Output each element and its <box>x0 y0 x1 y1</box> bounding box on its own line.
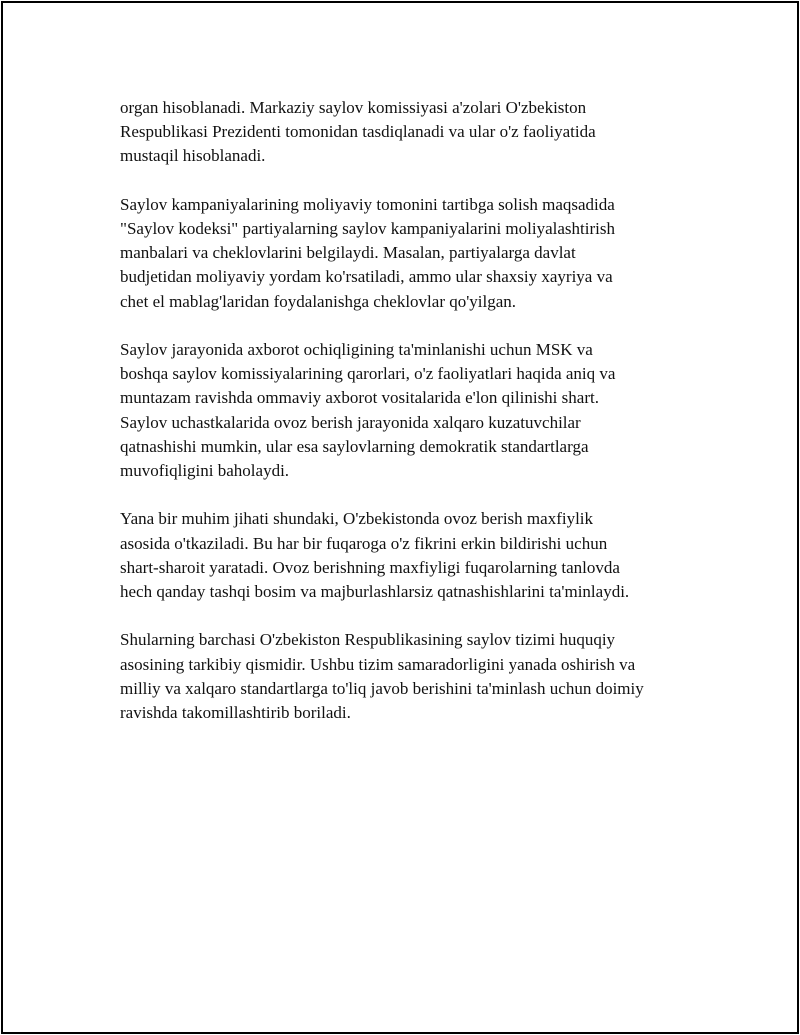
text-line: mustaqil hisoblanadi. <box>120 146 266 166</box>
text-line: Shularning barchasi O'zbekiston Respublikasining saylov tizimi huquqiy <box>120 630 616 650</box>
text-line: ravishda takomillashtirib boriladi. <box>120 703 351 723</box>
text-line: Saylov kampaniyalarining moliyaviy tomonini tartibga solish maqsadida <box>120 194 615 214</box>
paragraph <box>120 96 700 169</box>
document-page <box>1 1 799 1034</box>
text-line: organ hisoblanadi. Markaziy saylov komissiyasi a'zolari O'zbekiston <box>120 98 587 117</box>
text-line: asosida o'tkaziladi. Bu har bir fuqaroga o'z fikrini erkin bildirishi uchun <box>120 533 608 553</box>
text-line: milliy va xalqaro standartlarga to'liq javob berishini ta'minlash uchun doimiy <box>120 678 644 698</box>
text-line: chet el mablag'laridan foydalanishga cheklovlar qo'yilgan. <box>120 291 517 311</box>
text-line: hech qanday tashqi bosim va majburlashlarsiz qatnashishlarini ta'minlaydi. <box>120 582 630 602</box>
text-line: boshqa saylov komissiyalarining qarorlari, o'z faoliyatlari haqida aniq va <box>120 364 616 384</box>
paragraph <box>120 507 700 604</box>
paragraph <box>120 338 700 483</box>
document-body <box>120 96 700 749</box>
text-line: Respublikasi Prezidenti tomonidan tasdiqlanadi va ular o'z faoliyatida <box>120 122 596 142</box>
text-line: "Saylov kodeksi" partiyalarning saylov kampaniyalarini moliyalashtirish <box>120 219 615 238</box>
text-line: muntazam ravishda ommaviy axborot vositalarida e'lon qilinishi shart. <box>120 388 599 408</box>
text-line: asosining tarkibiy qismidir. Ushbu tizim samaradorligini yanada oshirish va <box>120 654 636 674</box>
text-line: muvofiqligini baholaydi. <box>120 461 290 481</box>
paragraph <box>120 193 700 314</box>
text-line: Saylov uchastkalarida ovoz berish jarayonida xalqaro kuzatuvchilar <box>120 412 581 432</box>
paragraph <box>120 628 700 725</box>
text-line: Yana bir muhim jihati shundaki, O'zbekistonda ovoz berish maxfiylik <box>120 509 594 529</box>
text-line: manbalari va cheklovlarini belgilaydi. Masalan, partiyalarga davlat <box>120 243 576 263</box>
text-line: Saylov jarayonida axborot ochiqligining ta'minlanishi uchun MSK va <box>120 340 593 359</box>
text-line: qatnashishi mumkin, ular esa saylovlarning demokratik standartlarga <box>120 436 589 456</box>
text-line: shart-sharoit yaratadi. Ovoz berishning maxfiyligi fuqarolarning tanlovda <box>120 557 620 577</box>
text-line: budjetidan moliyaviy yordam ko'rsatiladi, ammo ular shaxsiy xayriya va <box>120 267 613 287</box>
